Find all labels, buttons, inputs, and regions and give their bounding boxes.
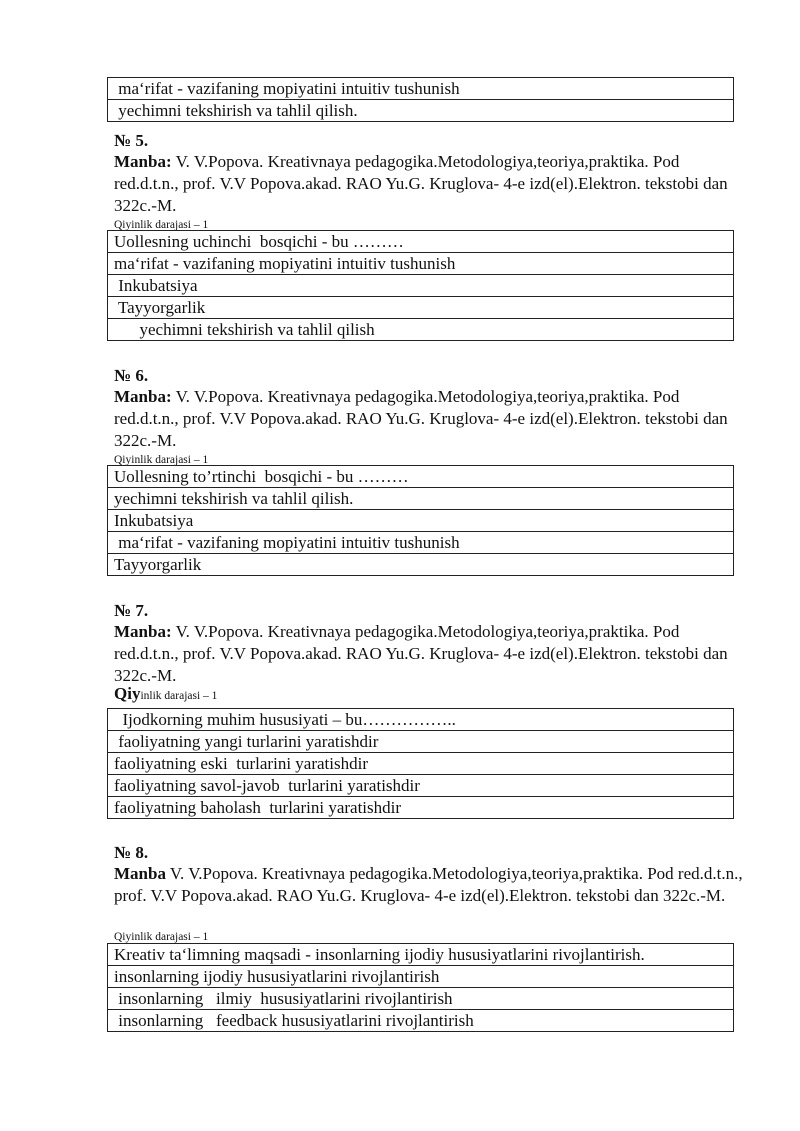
source-text: V. V.Popova. Kreativnaya pedagogika.Metodologiya,teoriya,praktika. Pod red.d.t.n., prof. V.V Popova.akad. RAO Yu.G. Kruglova- 4-e izd(el).Elektron. tekstobi dan 322c.-M. xyxy=(114,387,728,450)
table-row xyxy=(108,78,734,100)
table-row xyxy=(108,753,734,775)
table-row xyxy=(108,532,734,554)
answer-cell: faoliyatning yangi turlarini yaratishdir xyxy=(108,731,734,753)
question-number: № 7. xyxy=(114,601,149,620)
source-label: Manba xyxy=(114,864,166,883)
source-citation xyxy=(114,621,744,687)
table-row xyxy=(108,731,734,753)
answer-cell: insonlarning ijodiy hususiyatlarini rivojlantirish xyxy=(108,966,734,988)
table-row xyxy=(108,510,734,532)
difficulty-text: inlik darajasi – 1 xyxy=(140,690,218,702)
source-text: V. V.Popova. Kreativnaya pedagogika.Metodologiya,teoriya,praktika. Pod red.d.t.n., prof. V.V Popova.akad. RAO Yu.G. Kruglova- 4-e izd(el).Elektron. tekstobi dan 322c.-M. xyxy=(114,622,728,685)
table-row xyxy=(108,100,734,122)
table-cell: ma‘rifat - vazifaning mopiyatini intuitiv tushunish xyxy=(108,78,734,100)
question-table xyxy=(107,943,734,1032)
source-text: V. V.Popova. Kreativnaya pedagogika.Metodologiya,teoriya,praktika. Pod red.d.t.n., prof. V.V Popova.akad. RAO Yu.G. Kruglova- 4-e izd(el).Elektron. tekstobi dan 322c.-M. xyxy=(114,864,743,905)
table-row xyxy=(108,944,734,966)
difficulty-level xyxy=(114,684,218,703)
difficulty-level xyxy=(114,928,208,944)
answer-cell: yechimni tekshirish va tahlil qilish. xyxy=(108,488,734,510)
source-citation xyxy=(114,386,744,452)
difficulty-lead: Qiy xyxy=(114,684,141,703)
table-row xyxy=(108,797,734,819)
question-number: № 5. xyxy=(114,131,149,150)
source-citation xyxy=(114,863,744,907)
answer-cell: faoliyatning eski turlarini yaratishdir xyxy=(108,753,734,775)
question-table xyxy=(107,465,734,576)
table-row xyxy=(108,988,734,1010)
table-row xyxy=(108,966,734,988)
difficulty-text: Qiyinlik darajasi – 1 xyxy=(114,219,209,231)
answer-cell: Inkubatsiya xyxy=(108,510,734,532)
source-label: Manba: xyxy=(114,152,172,171)
question-cell: Ijodkorning muhim hususiyati – bu…………….. xyxy=(108,709,734,731)
source-text: V. V.Popova. Kreativnaya pedagogika.Metodologiya,teoriya,praktika. Pod red.d.t.n., prof. V.V Popova.akad. RAO Yu.G. Kruglova- 4-e izd(el).Elektron. tekstobi dan 322c.-M. xyxy=(114,152,728,215)
answer-cell: faoliyatning baholash turlarini yaratishdir xyxy=(108,797,734,819)
question-cell: Kreativ ta‘limning maqsadi - insonlarning ijodiy hususiyatlarini rivojlantirish. xyxy=(108,944,734,966)
table-row xyxy=(108,488,734,510)
difficulty-text: Qiyinlik darajasi – 1 xyxy=(114,931,209,943)
answer-cell: Tayyorgarlik xyxy=(108,554,734,576)
source-label: Manba: xyxy=(114,622,172,641)
question-table xyxy=(107,708,734,819)
answer-cell: ma‘rifat - vazifaning mopiyatini intuitiv tushunish xyxy=(108,253,734,275)
table-row xyxy=(108,554,734,576)
table-row xyxy=(108,253,734,275)
table-cell: yechimni tekshirish va tahlil qilish. xyxy=(108,100,734,122)
table-row xyxy=(108,275,734,297)
table-row xyxy=(108,1010,734,1032)
source-citation xyxy=(114,151,744,217)
table-row xyxy=(108,231,734,253)
table-row xyxy=(108,775,734,797)
answer-cell: ma‘rifat - vazifaning mopiyatini intuitiv tushunish xyxy=(108,532,734,554)
answer-cell: Tayyorgarlik xyxy=(108,297,734,319)
question-table xyxy=(107,230,734,341)
question-cell: Uollesning to’rtinchi bosqichi - bu ……… xyxy=(108,466,734,488)
table-row xyxy=(108,466,734,488)
answer-cell: Inkubatsiya xyxy=(108,275,734,297)
answer-cell: yechimni tekshirish va tahlil qilish xyxy=(108,319,734,341)
answer-table-top xyxy=(107,77,734,122)
answer-cell: insonlarning feedback hususiyatlarini rivojlantirish xyxy=(108,1010,734,1032)
question-cell: Uollesning uchinchi bosqichi - bu ……… xyxy=(108,231,734,253)
answer-cell: faoliyatning savol-javob turlarini yaratishdir xyxy=(108,775,734,797)
question-number: № 8. xyxy=(114,843,149,862)
answer-cell: insonlarning ilmiy hususiyatlarini rivojlantirish xyxy=(108,988,734,1010)
table-row xyxy=(108,319,734,341)
difficulty-text: Qiyinlik darajasi – 1 xyxy=(114,454,209,466)
table-row xyxy=(108,297,734,319)
source-label: Manba: xyxy=(114,387,172,406)
question-number: № 6. xyxy=(114,366,149,385)
table-row xyxy=(108,709,734,731)
